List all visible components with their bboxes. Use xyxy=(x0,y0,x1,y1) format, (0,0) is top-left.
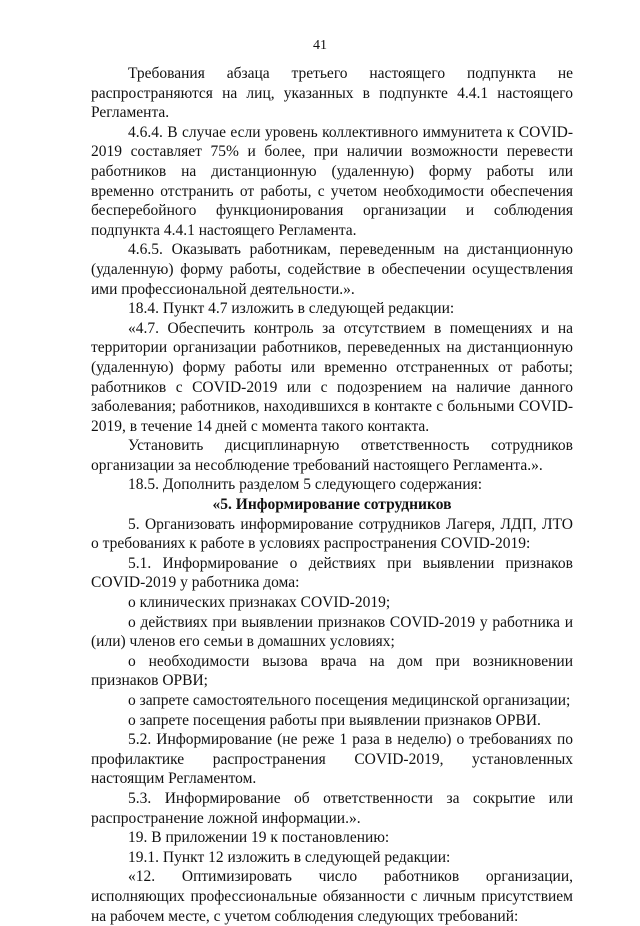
section-heading: «5. Информирование сотрудников xyxy=(212,496,452,514)
paragraph: 4.6.5. Оказывать работникам, переведенным на дистанционную (удаленную) форму работы, содействие в обеспечении осуществления ими профессиональной деятельности.». xyxy=(91,241,573,298)
list-item: о запрете самостоятельного посещения медицинской организации; xyxy=(128,692,571,709)
list-item: о запрете посещения работы при выявлении признаков ОРВИ. xyxy=(128,711,541,729)
page-number: 41 xyxy=(313,38,327,53)
paragraph: «12. Оптимизировать число работников организации, исполняющих профессиональные обязанности с личным присутствием на рабочем месте, с учетом соблюдения следующих требований: xyxy=(91,868,573,925)
paragraph: 5.2. Информирование (не реже 1 раза в неделю) о требованиях по профилактике распространения COVID-2019, установленных настоящим Регламентом. xyxy=(91,731,573,788)
paragraph: Установить дисциплинарную ответственность сотрудников организации за несоблюдение требований настоящего Регламента.». xyxy=(91,437,573,474)
list-item: о клинических признаках COVID-2019; xyxy=(128,594,391,612)
paragraph: 5.1. Информирование о действиях при выявлении признаков COVID-2019 у работника дома: xyxy=(91,554,573,592)
paragraph: «4.7. Обеспечить контроль за отсутствием в помещениях и на территории организации работников, переведенных на дистанционную (удаленную) форму работы или временно отстраненных от работы; работников с COVID-2019 или с подозрением на наличие данного заболевания; работников, находившихся в контакте с больными COVID-2019, в течение 14 дней с момента такого контакта. xyxy=(91,319,573,435)
paragraph: 4.6.4. В случае если уровень коллективного иммунитета к COVID-2019 составляет 75% и более, при наличии возможности перевести работников на дистанционную (удаленную) форму работы или временно отстранить от работы, с учетом необходимости обеспечения бесперебойного функционирования организации и соблюдения подпункта 4.4.1 настоящего Регламента. xyxy=(91,123,573,239)
paragraph: 18.5. Дополнить разделом 5 следующего содержания: xyxy=(128,476,483,494)
paragraph: Требования абзаца третьего настоящего подпункта не распространяются на лиц, указанных в подпункте 4.4.1 настоящего Регламента. xyxy=(91,65,573,122)
list-item: о действиях при выявлении признаков COVID-2019 у работника и (или) членов его семьи в домашних условиях; xyxy=(91,613,573,651)
paragraph: 5. Организовать информирование сотрудников Лагеря, ЛДП, ЛТО о требованиях к работе в условиях распространения COVID-2019: xyxy=(91,515,573,553)
paragraph: 18.4. Пункт 4.7 изложить в следующей редакции: xyxy=(128,300,455,318)
paragraph: 19. В приложении 19 к постановлению: xyxy=(128,829,390,847)
paragraph: 5.3. Информирование об ответственности за сокрытие или распространение ложной информации.». xyxy=(91,789,573,827)
list-item: о необходимости вызова врача на дом при возникновении признаков ОРВИ; xyxy=(91,652,573,690)
document-body xyxy=(91,64,573,926)
paragraph: 19.1. Пункт 12 изложить в следующей редакции: xyxy=(128,848,451,866)
